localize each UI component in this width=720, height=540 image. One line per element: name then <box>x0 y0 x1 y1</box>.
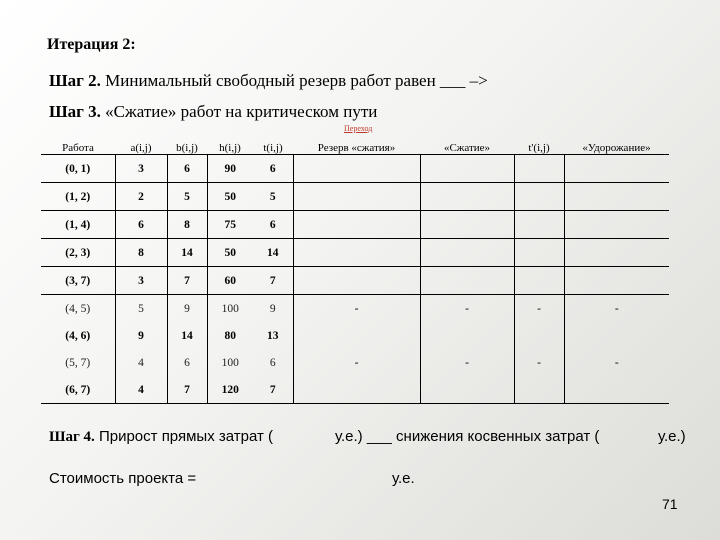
table-cell: 5 <box>115 295 167 323</box>
project-cost-unit: у.е. <box>392 470 415 487</box>
table-cell: 7 <box>167 376 207 404</box>
table-cell <box>420 155 514 183</box>
table-cell <box>514 322 564 349</box>
step-3-text: «Сжатие» работ на критическом пути <box>100 102 378 121</box>
table-cell <box>420 183 514 211</box>
table-cell: 14 <box>167 322 207 349</box>
table-cell <box>293 322 420 349</box>
table-cell <box>293 267 420 295</box>
col-header-h: h(i,j) <box>207 141 253 155</box>
table-cell <box>514 183 564 211</box>
table-cell: 3 <box>115 155 167 183</box>
work-cell: (5, 7) <box>41 349 115 376</box>
table-cell <box>564 239 669 267</box>
table-row <box>41 211 669 239</box>
table-cell <box>514 155 564 183</box>
table-cell <box>564 183 669 211</box>
table-cell: 6 <box>167 155 207 183</box>
table-cell: 6 <box>167 349 207 376</box>
col-header-reserve: Резерв «сжатия» <box>293 141 420 155</box>
table-cell: 100 <box>221 302 239 315</box>
table-cell: - <box>420 349 514 376</box>
table-cell: 75 <box>207 211 253 239</box>
table-row <box>41 349 669 376</box>
table-cell: 4 <box>115 349 167 376</box>
table-cell: 9 <box>167 295 207 323</box>
table-cell <box>564 267 669 295</box>
work-cell: (3, 7) <box>41 267 115 295</box>
col-header-work: Работа <box>41 141 115 155</box>
col-header-a: a(i,j) <box>115 141 167 155</box>
step-3-line <box>49 102 377 122</box>
col-header-b: b(i,j) <box>167 141 207 155</box>
table-cell: 6 <box>253 349 293 376</box>
table-cell <box>293 211 420 239</box>
table-cell <box>293 376 420 404</box>
table-cell: 6 <box>253 211 293 239</box>
table-cell <box>514 211 564 239</box>
iteration-title: Итерация 2: <box>47 36 136 53</box>
step-2-label: Шаг 2. <box>49 71 101 90</box>
step-3-label: Шаг 3. <box>49 102 101 121</box>
table-cell <box>420 211 514 239</box>
table-cell: 7 <box>253 376 293 404</box>
table-cell: - <box>293 349 420 376</box>
col-header-t-prime: t'(i,j) <box>514 141 564 155</box>
table-cell: - <box>614 302 619 315</box>
table-cell: 5 <box>253 183 293 211</box>
table-row <box>41 239 669 267</box>
table-cell: 120 <box>207 376 253 404</box>
project-cost-label: Стоимость проекта = <box>49 470 197 487</box>
table-cell: 4 <box>115 376 167 404</box>
work-cell: (6, 7) <box>41 376 115 404</box>
table-cell <box>514 267 564 295</box>
table-cell: 14 <box>253 239 293 267</box>
table-cell <box>420 322 514 349</box>
table-cell <box>564 211 669 239</box>
table-cell: 14 <box>167 239 207 267</box>
col-header-compression: «Сжатие» <box>420 141 514 155</box>
table-cell: - <box>514 295 564 323</box>
step-4-line <box>49 428 273 446</box>
table-cell <box>564 155 669 183</box>
table-cell: 9 <box>115 322 167 349</box>
transition-link[interactable]: Переход <box>344 124 373 133</box>
table-cell: 3 <box>115 267 167 295</box>
table-cell <box>293 239 420 267</box>
table-cell <box>420 239 514 267</box>
table-cell: - <box>293 295 420 323</box>
table-cell: 90 <box>207 155 253 183</box>
table-cell: 7 <box>167 267 207 295</box>
table-cell: 50 <box>207 239 253 267</box>
step-4-end: у.е.) <box>658 428 686 445</box>
table-cell <box>564 322 669 349</box>
work-cell: (4, 6) <box>41 322 115 349</box>
table-header-row <box>41 141 669 155</box>
table-cell: - <box>514 349 564 376</box>
table-row <box>41 155 669 183</box>
works-table <box>41 141 669 404</box>
step-4-label: Шаг 4. <box>49 429 95 445</box>
step-4-text: Прирост прямых затрат ( <box>94 428 274 445</box>
page-number: 71 <box>662 496 678 512</box>
table-cell <box>293 183 420 211</box>
table-cell: 5 <box>167 183 207 211</box>
work-cell: (1, 4) <box>41 211 115 239</box>
step-4-middle: у.е.) ___ снижения косвенных затрат ( <box>335 428 600 445</box>
work-cell: (2, 3) <box>41 239 115 267</box>
table-cell: 8 <box>115 239 167 267</box>
table-cell: 60 <box>207 267 253 295</box>
table-cell: - <box>614 356 619 369</box>
table-cell: 9 <box>253 295 293 323</box>
table-cell <box>564 376 669 404</box>
col-header-t: t(i,j) <box>253 141 293 155</box>
table-cell <box>293 155 420 183</box>
table-cell <box>514 376 564 404</box>
col-header-cost-increase: «Удорожание» <box>564 141 669 155</box>
table-cell <box>514 239 564 267</box>
table-row <box>41 322 669 349</box>
step-2-text: Минимальный свободный резерв работ равен ___ –> <box>100 71 488 90</box>
table-row <box>41 376 669 404</box>
table-cell <box>420 267 514 295</box>
table-row <box>41 295 669 323</box>
step-2-line <box>49 71 488 91</box>
table-cell: 6 <box>115 211 167 239</box>
work-cell: (1, 2) <box>41 183 115 211</box>
table-cell: 13 <box>253 322 293 349</box>
table-cell: 7 <box>253 267 293 295</box>
table-row <box>41 183 669 211</box>
table-cell: 8 <box>167 211 207 239</box>
table-cell <box>420 376 514 404</box>
table-cell: 50 <box>207 183 253 211</box>
table-cell: 6 <box>253 155 293 183</box>
table-cell: 2 <box>115 183 167 211</box>
work-cell: (4, 5) <box>41 295 115 323</box>
table-cell: - <box>420 295 514 323</box>
table-cell: 100 <box>221 356 239 369</box>
table-row <box>41 267 669 295</box>
work-cell: (0, 1) <box>41 155 115 183</box>
table-cell: 80 <box>224 329 236 342</box>
